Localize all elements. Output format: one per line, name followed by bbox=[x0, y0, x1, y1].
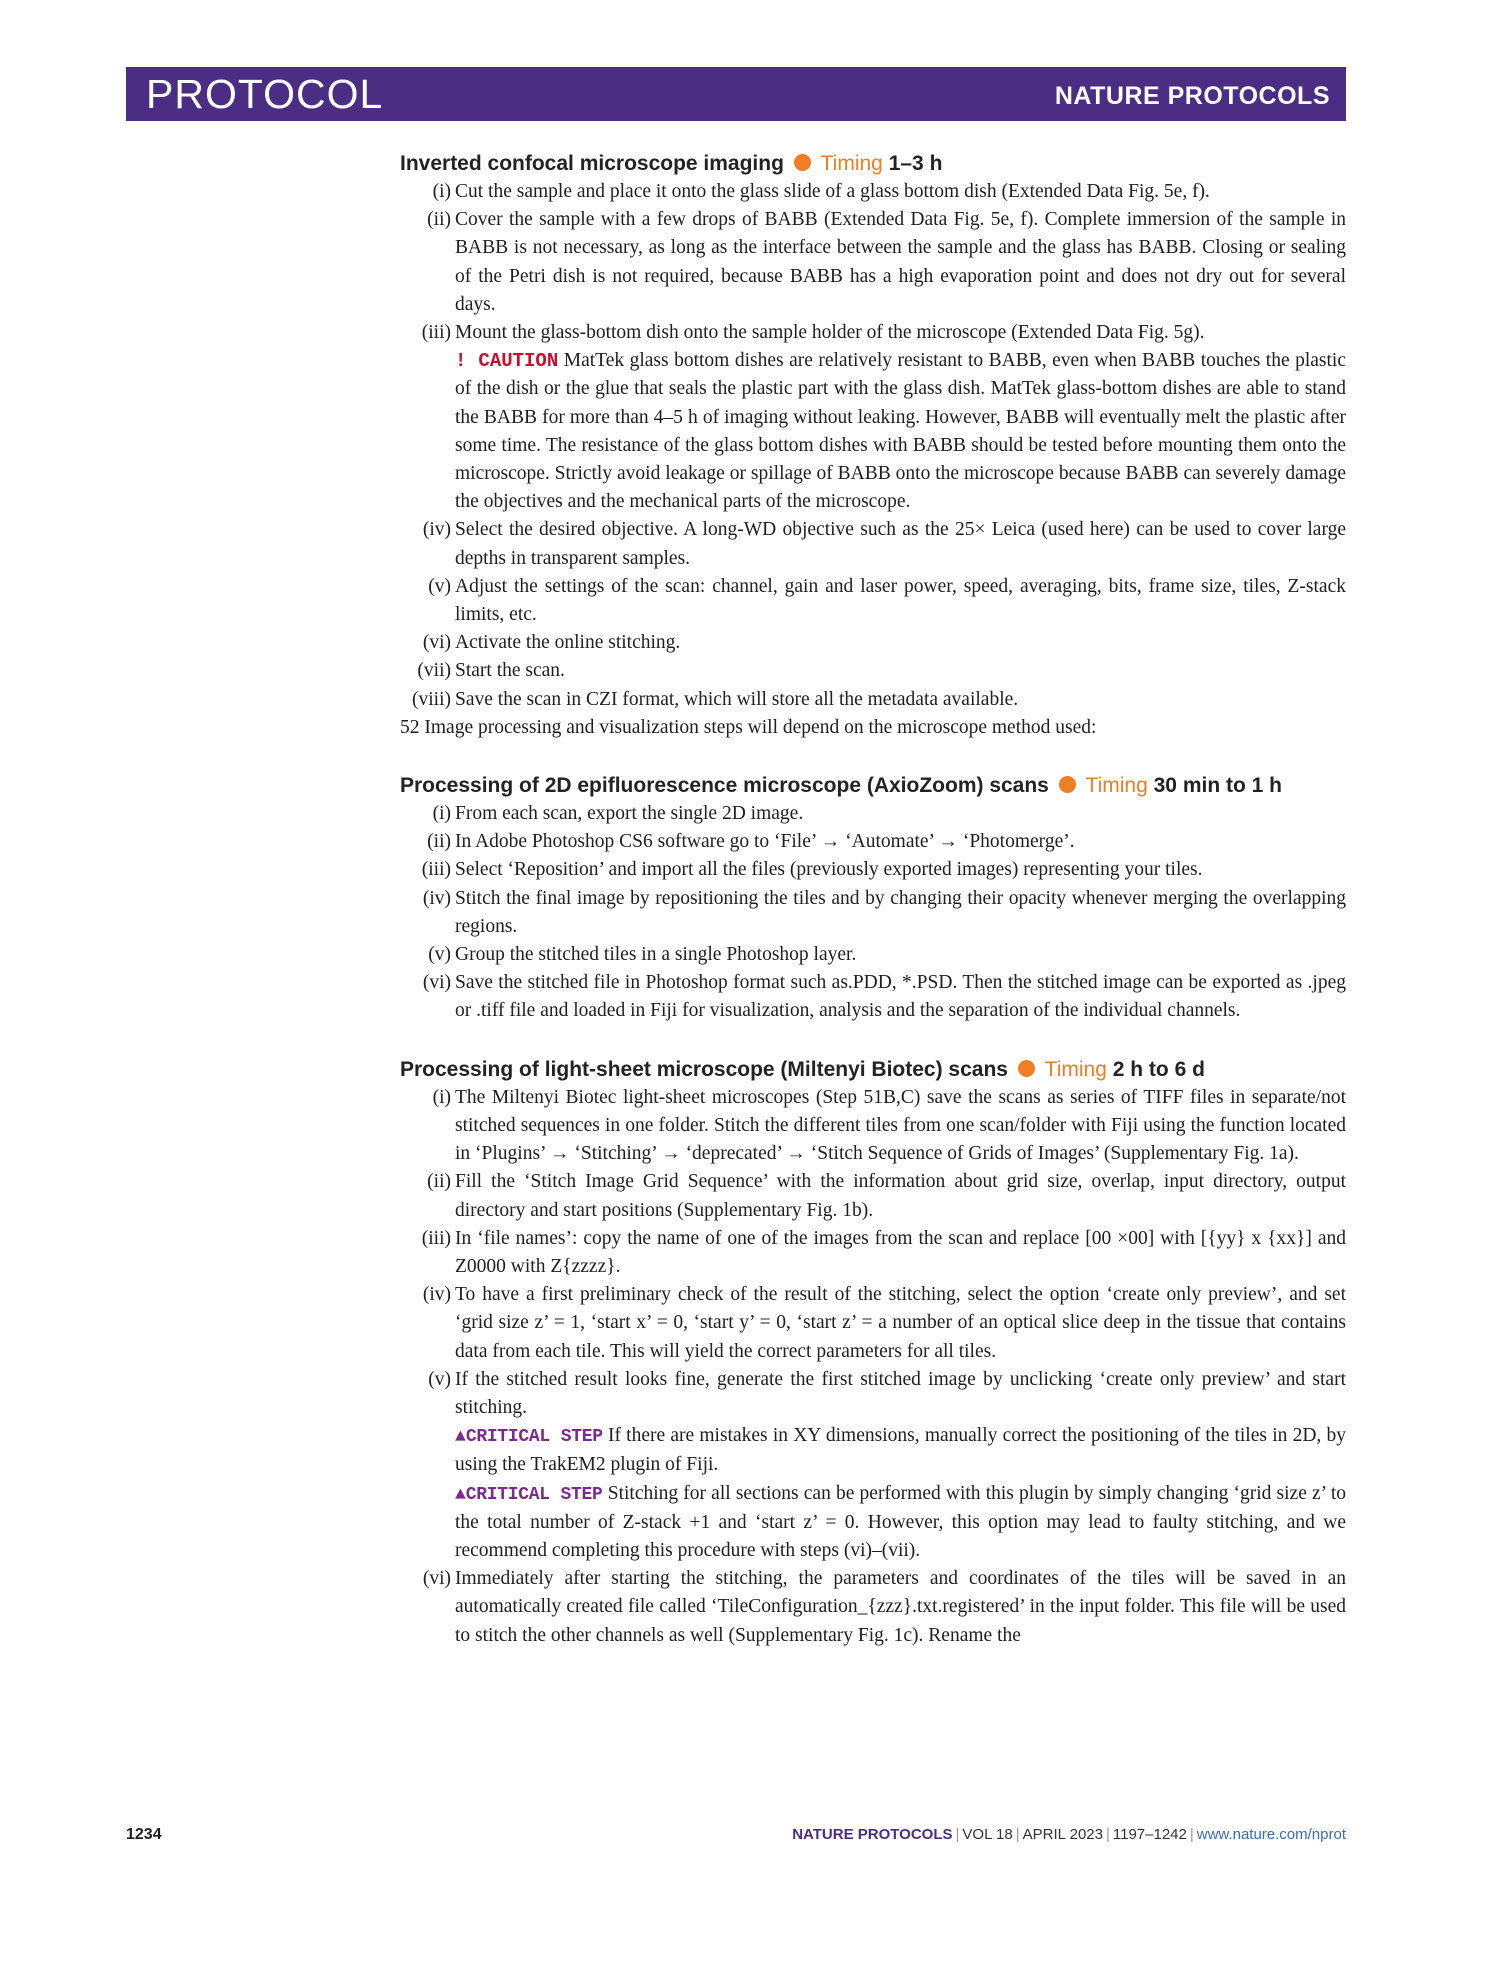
list-item bbox=[400, 573, 1346, 629]
footer-citation bbox=[792, 1826, 1346, 1843]
item-number: (iii) bbox=[421, 1227, 451, 1249]
page-number: 1234 bbox=[126, 1826, 162, 1843]
list-item bbox=[400, 178, 1346, 206]
list-item bbox=[400, 629, 1346, 657]
footer-separator: | bbox=[1189, 1826, 1194, 1843]
critical-step-text: If there are mistakes in XY dimensions, manually correct the positioning of the tiles in 2D, by using the TrakEM2 plugin of Fiji. bbox=[455, 1425, 1347, 1476]
item-number: (vii) bbox=[417, 660, 451, 682]
timing-dot-icon bbox=[794, 154, 811, 171]
item-number: (viii) bbox=[412, 688, 451, 710]
item-number: (iii) bbox=[421, 859, 451, 881]
timing-label: Timing bbox=[1085, 774, 1148, 798]
item-number: (i) bbox=[432, 181, 451, 202]
timing-value: 2 h to 6 d bbox=[1112, 1057, 1205, 1081]
item-text: If the stitched result looks fine, generate the first stitched image by unclicking ‘create only preview’ and start stitching. bbox=[455, 1368, 1346, 1418]
item-number: (ii) bbox=[427, 831, 451, 853]
list-item bbox=[400, 856, 1346, 884]
critical-step-note bbox=[455, 1422, 1346, 1479]
item-text: Start the scan. bbox=[455, 660, 565, 682]
item-number: (i) bbox=[432, 803, 451, 825]
item-text: Fill the ‘Stitch Image Grid Sequence’ with the information about grid size, overlap, input directory, output directory and start positions (Supplementary Fig. 1b). bbox=[455, 1171, 1346, 1221]
item-number: (ii) bbox=[427, 1171, 451, 1193]
section-title: Inverted confocal microscope imaging bbox=[400, 152, 784, 175]
list-item bbox=[400, 657, 1346, 685]
footer-url-link[interactable]: www.nature.com/nprot bbox=[1196, 1826, 1346, 1843]
timing-label: Timing bbox=[820, 152, 883, 175]
item-text: Mount the glass-bottom dish onto the sample holder of the microscope (Extended Data Fig. 5g). bbox=[455, 322, 1205, 344]
item-number: (iv) bbox=[422, 887, 451, 909]
item-number: (v) bbox=[428, 575, 451, 597]
list-item bbox=[400, 885, 1346, 941]
footer-separator: | bbox=[1105, 1826, 1110, 1843]
item-number: (v) bbox=[428, 1368, 451, 1390]
critical-step-note bbox=[455, 1480, 1346, 1566]
item-text: In ‘file names’: copy the name of one of the images from the scan and replace [00 ×00] with [{yy} x {xx}] and Z0000 with Z{zzzz}. bbox=[455, 1227, 1346, 1277]
item-text: Adjust the settings of the scan: channel, gain and laser power, speed, averaging, bits, frame size, tiles, Z-stack limits, etc. bbox=[455, 575, 1346, 626]
critical-step-text: Stitching for all sections can be performed with this plugin by simply changing ‘grid size z’ to the total number of Z-stack +1 and ‘start z’ = 0. However, this option may lead to faulty stitching, and we recommend completing this procedure with steps (vi)–(vii). bbox=[455, 1482, 1347, 1561]
timing-dot-icon bbox=[1059, 776, 1076, 793]
item-text: To have a first preliminary check of the result of the stitching, select the option ‘create only preview’, and set ‘grid size z’ = 1, ‘start x’ = 0, ‘start y’ = 0, ‘start z’ = a number of an optical slice deep in the tissue that contains data from each tile. This will yield the correct parameters for all tiles. bbox=[455, 1284, 1346, 1362]
section-title: Processing of light-sheet microscope (Miltenyi Biotec) scans bbox=[400, 1057, 1008, 1081]
item-text: Save the scan in CZI format, which will store all the metadata available. bbox=[455, 688, 1019, 710]
item-text: In Adobe Photoshop CS6 software go to ‘File’ → ‘Automate’ → ‘Photomerge’. bbox=[455, 831, 1075, 853]
list-item bbox=[400, 1281, 1346, 1366]
header-bar bbox=[126, 67, 1346, 121]
item-text: Group the stitched tiles in a single Photoshop layer. bbox=[455, 944, 857, 966]
item-number: (v) bbox=[428, 944, 451, 966]
item-text: Immediately after starting the stitching, the parameters and coordinates of the tiles will be saved in an automatically created file called ‘TileConfiguration_{zzz}.txt.registered’ in the input folder. This file will be used to stitch the other channels as well (Supplementary Fig. 1c). Rename the bbox=[455, 1568, 1346, 1646]
item-text: Stitch the final image by repositioning the tiles and by changing their opacity whenever merging the overlapping regions. bbox=[455, 887, 1346, 937]
list-item bbox=[400, 828, 1346, 856]
timing-value: 30 min to 1 h bbox=[1153, 774, 1282, 798]
caution-text: MatTek glass bottom dishes are relatively resistant to BABB, even when BABB touches the plastic of the dish or the glue that seals the plastic part with the glass dish. MatTek glass-bottom dishes are able to stand the BABB for more than 4–5 h of imaging without leaking. However, BABB will eventually melt the plastic after some time. The resistance of the glass bottom dishes with BABB should be tested before mounting them onto the microscope. Strictly avoid leakage or spillage of BABB onto the microscope because BABB can severely damage the objectives and the mechanical parts of the microscope. bbox=[455, 350, 1346, 513]
list-item bbox=[400, 206, 1346, 319]
list-item bbox=[400, 319, 1346, 516]
header-journal-name: NATURE PROTOCOLS bbox=[1054, 82, 1330, 110]
item-text: Select the desired objective. A long-WD objective such as the 25× Leica (used here) can be used to cover large depths in transparent samples. bbox=[455, 519, 1346, 569]
list-item bbox=[400, 969, 1346, 1025]
list-item bbox=[400, 686, 1346, 714]
item-number: (iv) bbox=[422, 1284, 451, 1306]
list-item bbox=[400, 1565, 1346, 1650]
footer-pages: 1197–1242 bbox=[1112, 1826, 1187, 1843]
footer-date: APRIL 2023 bbox=[1022, 1826, 1103, 1843]
list-item bbox=[400, 1366, 1346, 1565]
item-text: The Miltenyi Biotec light-sheet microscopes (Step 51B,C) save the scans as series of TIFF files in separate/not stitched sequences in one folder. Stitch the different tiles from one scan/folder with Fiji using the function located in ‘Plugins’ → ‘Stitching’ → ‘deprecated’ → ‘Stitch Sequence of Grids of Images’ (Supplementary Fig. 1a). bbox=[455, 1086, 1346, 1165]
item-text: Select ‘Reposition’ and import all the files (previously exported images) representing your tiles. bbox=[455, 859, 1203, 881]
item-text: Activate the online stitching. bbox=[455, 632, 681, 654]
header-section-label: PROTOCOL bbox=[146, 71, 384, 117]
list-item bbox=[400, 516, 1346, 572]
timing-value: 1–3 h bbox=[888, 152, 943, 175]
critical-step-label: ▲CRITICAL STEP bbox=[455, 1427, 603, 1448]
item-number: (vi) bbox=[422, 972, 451, 994]
timing-label: Timing bbox=[1044, 1057, 1107, 1081]
critical-step-label: ▲CRITICAL STEP bbox=[455, 1484, 603, 1505]
item-number: (i) bbox=[432, 1086, 451, 1108]
caution-label: ! CAUTION bbox=[455, 350, 559, 373]
item-text: Cover the sample with a few drops of BABB (Extended Data Fig. 5e, f). Complete immersion of the sample in BABB is not necessary, as long as the interface between the sample and the glass has BABB. Closing or sealing of the Petri dish is not required, because BABB has a high evaporation point and does not dry out for several days. bbox=[455, 209, 1346, 315]
list-item bbox=[400, 800, 1346, 828]
item-number: (vi) bbox=[422, 632, 451, 654]
list-item bbox=[400, 1168, 1346, 1224]
item-number: (vi) bbox=[422, 1568, 451, 1590]
section-title: Processing of 2D epifluorescence microscope (AxioZoom) scans bbox=[400, 774, 1049, 798]
item-number: (iii) bbox=[421, 322, 451, 344]
footer-separator: | bbox=[1015, 1826, 1020, 1843]
footer-volume: VOL 18 bbox=[962, 1826, 1013, 1843]
step-52-line: 52 Image processing and visualization steps will depend on the microscope method used: bbox=[400, 716, 1097, 738]
item-text: From each scan, export the single 2D image. bbox=[455, 803, 804, 825]
footer-separator: | bbox=[955, 1826, 960, 1843]
section-heading-epifluorescence bbox=[400, 772, 1346, 800]
item-text: Cut the sample and place it onto the glass slide of a glass bottom dish (Extended Data Fig. 5e, f). bbox=[455, 181, 1210, 202]
section-heading-light-sheet bbox=[400, 1056, 1346, 1084]
item-number: (ii) bbox=[427, 209, 451, 231]
footer-journal: NATURE PROTOCOLS bbox=[792, 1826, 953, 1843]
item-number: (iv) bbox=[422, 519, 451, 541]
timing-dot-icon bbox=[1018, 1060, 1035, 1077]
section-heading-confocal bbox=[400, 150, 1346, 178]
list-item bbox=[400, 941, 1346, 969]
list-item bbox=[400, 1225, 1346, 1281]
list-item bbox=[400, 1084, 1346, 1169]
article-body bbox=[400, 150, 1346, 1650]
caution-note bbox=[455, 347, 1346, 516]
item-text: Save the stitched file in Photoshop format such as.PDD, *.PSD. Then the stitched image can be exported as .jpeg or .tiff file and loaded in Fiji for visualization, analysis and the separation of the individual channels. bbox=[455, 972, 1346, 1022]
